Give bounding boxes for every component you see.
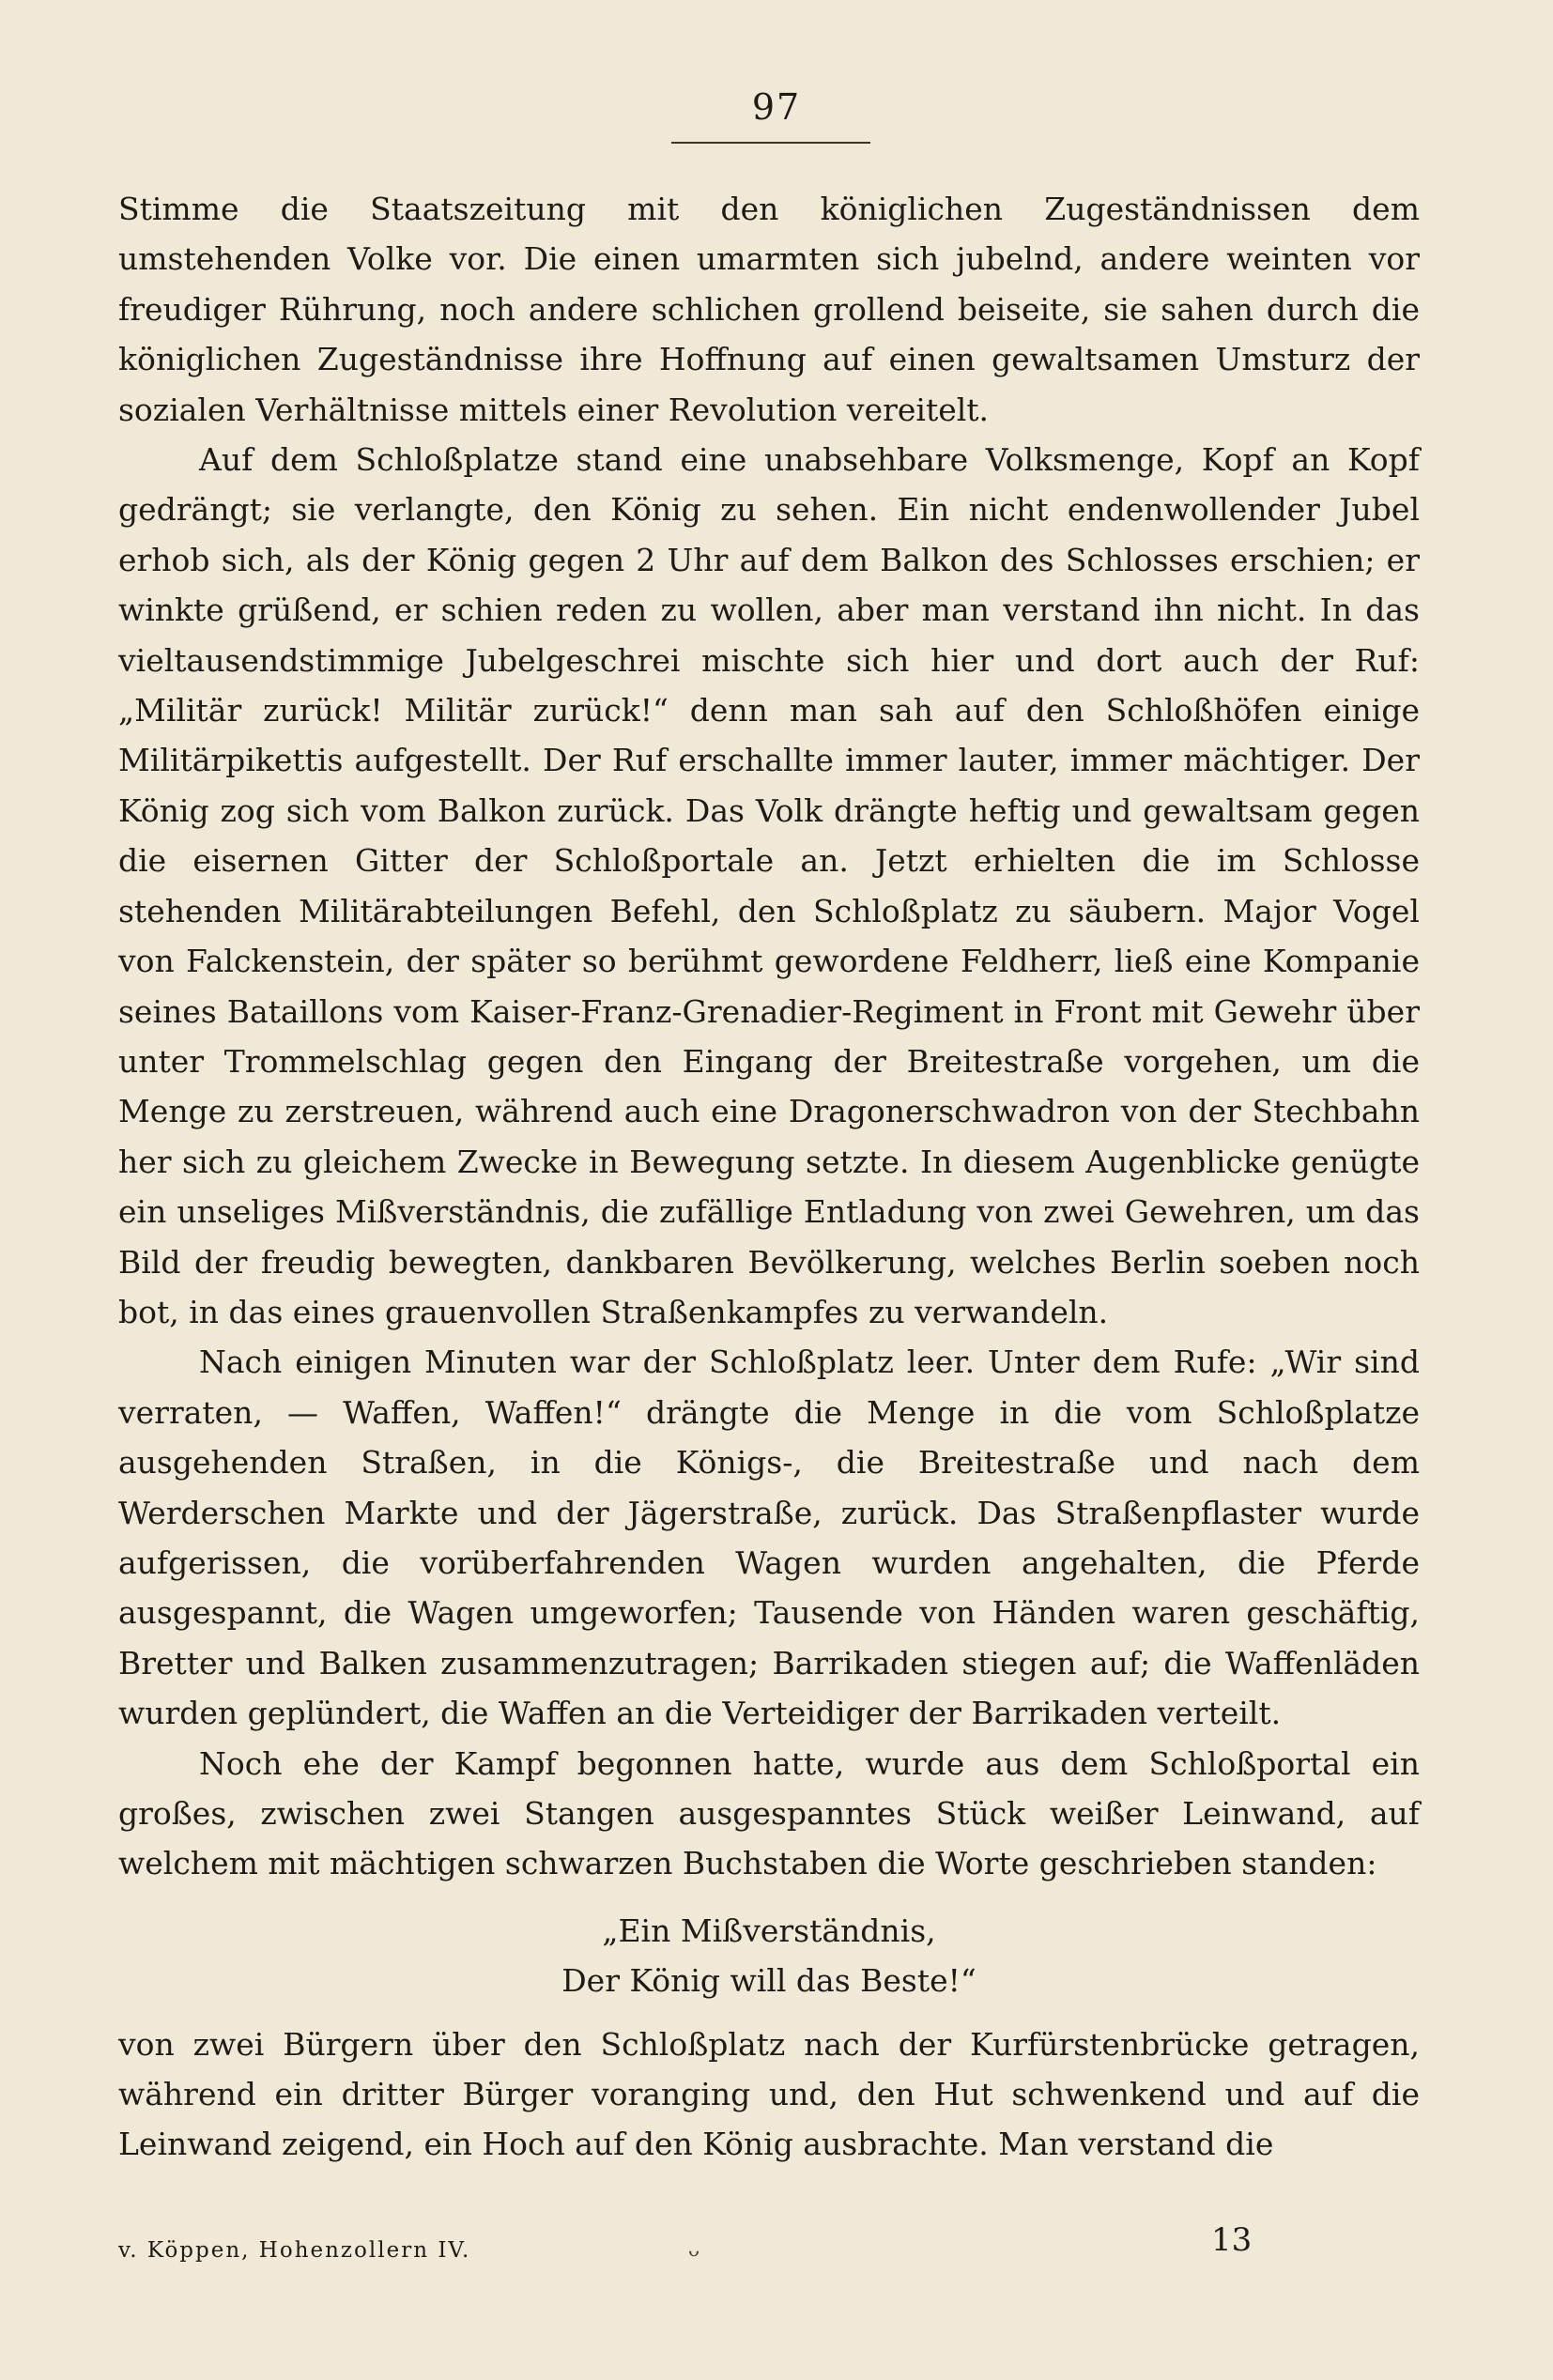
paragraph-1: Stimme die Staatszeitung mit den königlichen Zugeständnissen dem umstehenden Volke vor. Die einen umarmten sich jubelnd, andere weinten vor freudiger Rührung, noch andere schlichen grollend beiseite, sie sahen durch die königlichen Zugeständnisse ihre Hoffnung auf einen gewaltsamen Umsturz der sozialen Verhältnisse mittels einer Revolution vereitelt. [118,191,1420,428]
footer-mark: ᴗ [688,2238,700,2261]
paragraph-2: Auf dem Schloßplatze stand eine unabsehbare Volksmenge, Kopf an Kopf gedrängt; sie verlangte, den König zu sehen. Ein nicht endenwollender Jubel erhob sich, als der König gegen 2 Uhr auf dem Balkon des Schlosses erschien; er winkte grüßend, er schien reden zu wollen, aber man verstand ihn nicht. In das vieltausendstimmige Jubelgeschrei mischte sich hier und dort auch der Ruf: „Militär zurück! Militär zurück!“ denn man sah auf den Schloßhöfen einige Militärpikettis aufgestellt. Der Ruf erschallte immer lauter, immer mächtiger. Der König zog sich vom Balkon zurück. Das Volk drängte heftig und gewaltsam gegen die eisernen Gitter der Schloßportale an. Jetzt erhielten die im Schlosse stehenden Militärabteilungen Befehl, den Schloßplatz zu säubern. Major Vogel von Falckenstein, der später so berühmt gewordene Feldherr, ließ eine Kompanie seines Bataillons vom Kaiser-Franz-Grenadier-Regiment in Front mit Gewehr über unter Trommelschlag gegen den Eingang der Breitestraße vorgehen, um die Menge zu zerstreuen, während auch eine Dragonerschwadron von der Stechbahn her sich zu gleichem Zwecke in Bewegung setzte. In diesem Augenblicke genügte ein unseliges Mißverständnis, die zufällige Entladung von zwei Gewehren, um das Bild der freudig bewegten, dankbaren Bevölkerung, welches Berlin soeben noch bot, in das eines grauenvollen Straßenkampfes zu verwandeln. [118,441,1420,1330]
footer-signature: v. Köppen, Hohenzollern IV. [118,2238,471,2263]
closing-paragraph: von zwei Bürgern über den Schloßplatz nach der Kurfürstenbrücke getragen, während ein dritter Bürger voranging und, den Hut schwenkend und auf die Leinwand zeigend, ein Hoch auf den König ausbrachte. Man verstand die [118,2025,1420,2163]
body-text [118,184,1420,2170]
page-number: 97 [751,86,802,128]
quote-line-1: „Ein Mißverständnis, [602,1912,936,1949]
paragraph-4: Noch ehe der Kampf begonnen hatte, wurde aus dem Schloßportal ein großes, zwischen zwei Stangen ausgespanntes Stück weißer Leinwand, auf welchem mit mächtigen schwarzen Buchstaben die Worte geschrieben standen: [118,1744,1420,1882]
quote-line-2: Der König will das Beste!“ [561,1962,976,2000]
banner-quote [118,1906,1420,2006]
paragraph-3: Nach einigen Minuten war der Schloßplatz leer. Unter dem Rufe: „Wir sind verraten, — Waffen, Waffen!“ drängte die Menge in die vom Schloßplatze ausgehenden Straßen, in die Königs-, die Breitestraße und nach dem Werderschen Markte und der Jägerstraße, zurück. Das Straßenpflaster wurde aufgerissen, die vorüberfahrenden Wagen wurden angehalten, die Pferde ausgespannt, die Wagen umgeworfen; Tausende von Händen waren geschäftig, Bretter und Balken zusammenzutragen; Barrikaden stiegen auf; die Waffenläden wurden geplündert, die Waffen an die Verteidiger der Barrikaden verteilt. [118,1344,1420,1732]
sheet-number: 13 [1211,2221,1253,2259]
header-rule [671,142,870,144]
